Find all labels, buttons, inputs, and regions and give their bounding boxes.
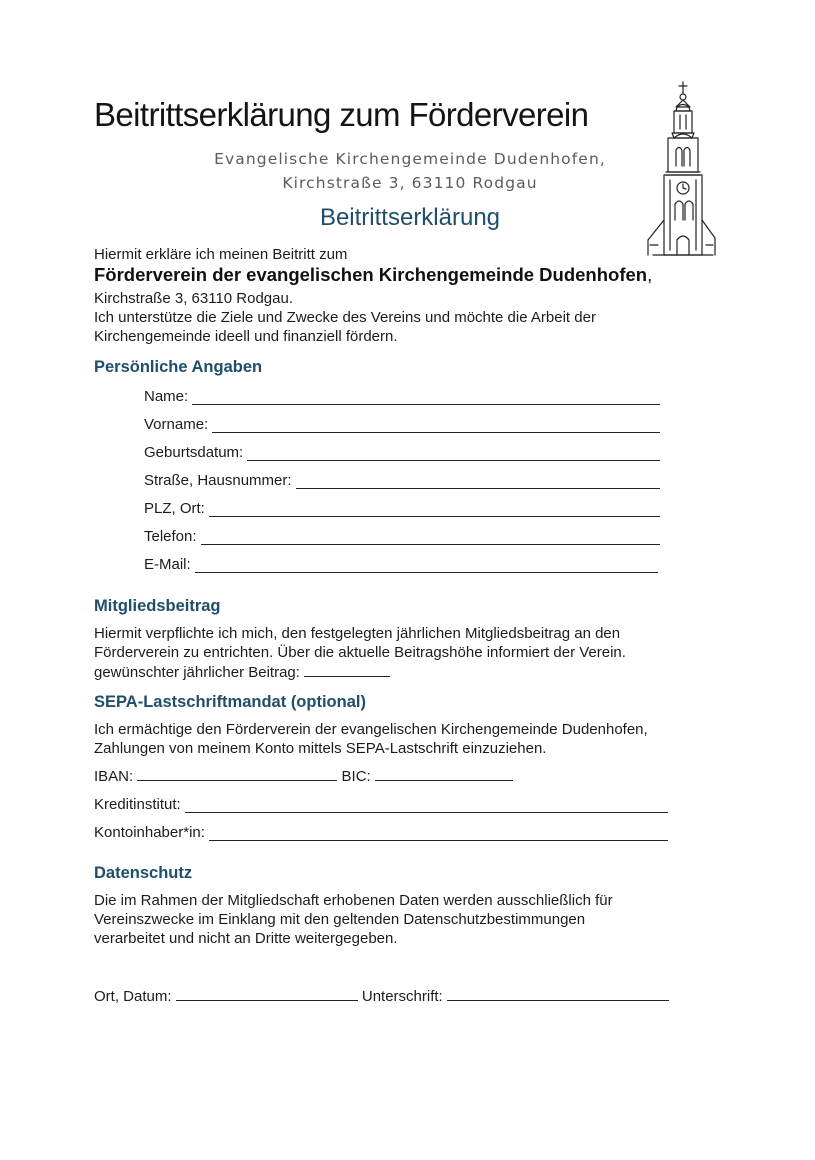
intro-line-5: Kirchengemeinde ideell und finanziell fördern.	[94, 328, 398, 345]
phone-label: Telefon:	[144, 528, 197, 545]
phone-input-line[interactable]	[201, 529, 660, 545]
street-field[interactable]	[144, 469, 660, 489]
signature-label: Unterschrift:	[361, 988, 443, 1005]
name-label: Name:	[144, 388, 189, 405]
association-name: Förderverein der evangelischen Kirchengemeinde Dudenhofen,	[94, 264, 653, 285]
phone-field[interactable]	[144, 525, 660, 545]
birthdate-input-line[interactable]	[247, 445, 660, 461]
church-tower-icon	[643, 80, 719, 258]
page-title: Beitrittserklärung zum Förderverein	[94, 96, 589, 133]
iban-label: IBAN:	[94, 768, 134, 785]
membership-line-1: Hiermit verpflichte ich mich, den festgelegten jährlichen Mitgliedsbeitrag an den	[94, 625, 621, 642]
place-date-label: Ort, Datum:	[94, 988, 172, 1005]
birthdate-label: Geburtsdatum:	[144, 444, 244, 461]
form-subtitle: Beitrittserklärung	[319, 204, 501, 231]
zip-city-label: PLZ, Ort:	[144, 500, 205, 517]
sepa-line-1: Ich ermächtige den Förderverein der evangelischen Kirchengemeinde Dudenhofen,	[94, 721, 648, 738]
church-address-line-1: Evangelische Kirchengemeinde Dudenhofen,	[214, 150, 606, 168]
bank-input-line[interactable]	[185, 797, 668, 813]
bank-label: Kreditinstitut:	[94, 796, 181, 813]
iban-input-line[interactable]	[137, 766, 337, 781]
zip-city-field[interactable]	[144, 497, 660, 517]
bic-input-line[interactable]	[375, 766, 513, 781]
signature-input-line[interactable]	[447, 986, 669, 1001]
street-input-line[interactable]	[296, 473, 660, 489]
privacy-line-2: Vereinszwecke im Einklang mit den geltenden Datenschutzbestimmungen	[94, 911, 586, 928]
bic-label: BIC:	[341, 768, 371, 785]
privacy-heading: Datenschutz	[94, 864, 193, 882]
sepa-heading: SEPA-Lastschriftmandat (optional)	[94, 693, 366, 711]
name-input-line[interactable]	[192, 389, 660, 405]
bank-field[interactable]	[94, 793, 668, 813]
first-name-input-line[interactable]	[212, 417, 660, 433]
fee-label: gewünschter jährlicher Beitrag:	[94, 664, 300, 681]
account-holder-label: Kontoinhaber*in:	[94, 824, 205, 841]
personal-heading: Persönliche Angaben	[94, 358, 263, 376]
membership-line-2: Förderverein zu entrichten. Über die aktuelle Beitragshöhe informiert der Verein.	[94, 644, 626, 661]
iban-bic-row	[94, 766, 513, 787]
account-holder-field[interactable]	[94, 821, 668, 841]
fee-input-line[interactable]	[304, 662, 390, 677]
street-label: Straße, Hausnummer:	[144, 472, 292, 489]
signature-row	[94, 986, 669, 1007]
privacy-line-1: Die im Rahmen der Mitgliedschaft erhobenen Daten werden ausschließlich für	[94, 892, 613, 909]
intro-line-3: Kirchstraße 3, 63110 Rodgau.	[94, 290, 294, 307]
email-field[interactable]	[144, 553, 658, 573]
name-field[interactable]	[144, 385, 660, 405]
email-input-line[interactable]	[195, 557, 658, 573]
zip-city-input-line[interactable]	[209, 501, 660, 517]
membership-heading: Mitgliedsbeitrag	[94, 597, 221, 615]
email-label: E-Mail:	[144, 556, 191, 573]
intro-line-1: Hiermit erkläre ich meinen Beitritt zum	[94, 246, 348, 263]
first-name-field[interactable]	[144, 413, 660, 433]
intro-line-4: Ich unterstütze die Ziele und Zwecke des Vereins und möchte die Arbeit der	[94, 309, 596, 326]
birthdate-field[interactable]	[144, 441, 660, 461]
sepa-line-2: Zahlungen von meinem Konto mittels SEPA-Lastschrift einzuziehen.	[94, 740, 547, 757]
privacy-line-3: verarbeitet und nicht an Dritte weitergegeben.	[94, 930, 398, 947]
first-name-label: Vorname:	[144, 416, 209, 433]
place-date-input-line[interactable]	[176, 986, 358, 1001]
account-holder-input-line[interactable]	[209, 825, 668, 841]
church-address-line-2: Kirchstraße 3, 63110 Rodgau	[282, 174, 538, 192]
fee-field[interactable]	[94, 662, 390, 683]
